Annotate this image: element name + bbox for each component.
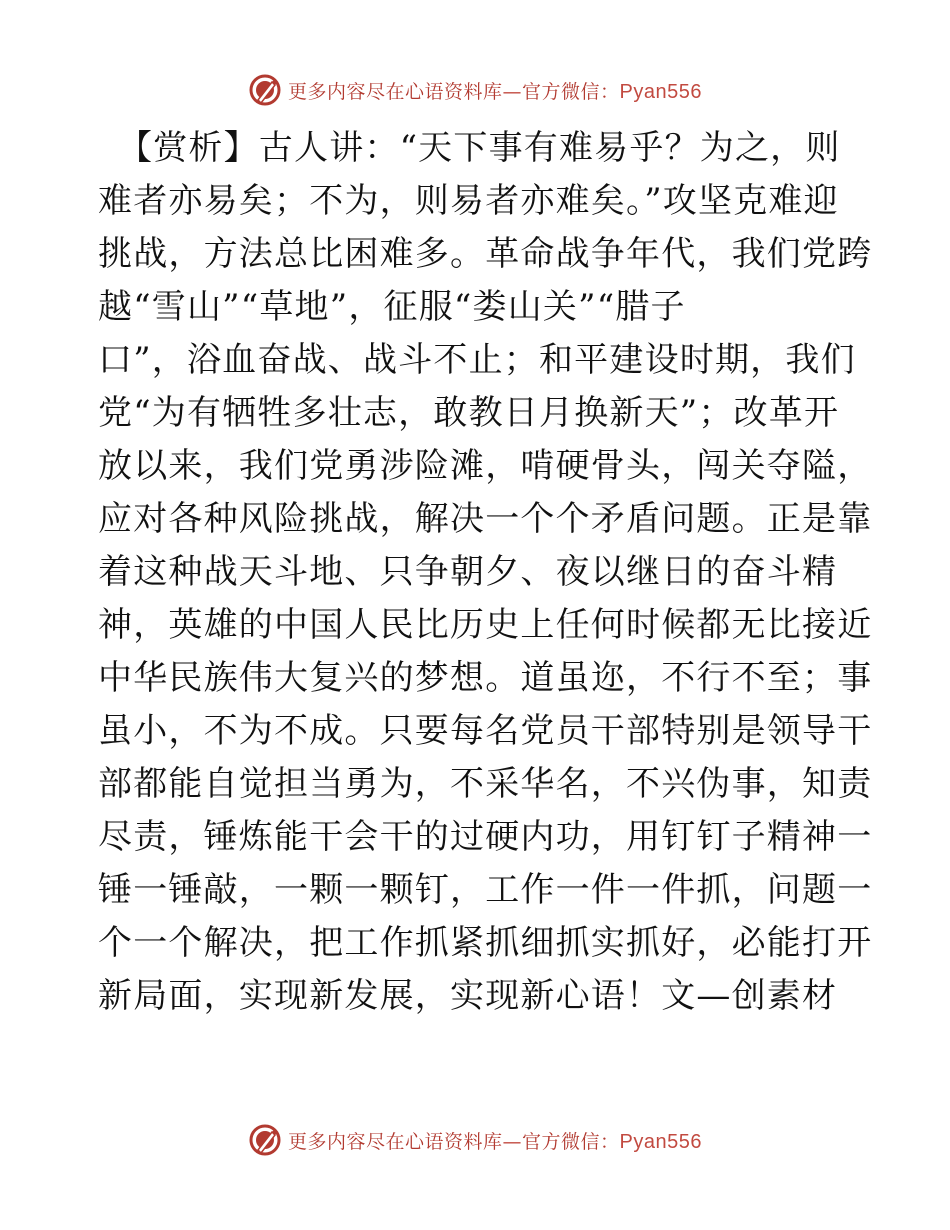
- paragraph-line: 【赏析】古人讲：“天下事有难易乎？为之，则: [118, 128, 841, 168]
- watermark-title: 更多内容尽在心语资料库: [288, 80, 503, 103]
- paragraph-line: 越“雪山”“草地”，征服“娄山关”“腊子: [98, 287, 686, 327]
- paragraph-line: 口”，浴血奋战、战斗不止；和平建设时期，我们: [98, 340, 856, 380]
- watermark-text: [288, 77, 702, 104]
- paragraph-line: 神，英雄的中国人民比历史上任何时候都无比接近: [98, 605, 873, 645]
- paragraph-line: 个一个解决，把工作抓紧抓细抓实抓好，必能打开: [98, 923, 873, 963]
- paragraph-line: 党“为有牺牲多壮志，敢教日月换新天”；改革开: [98, 393, 840, 433]
- paragraph-line: 新局面，实现新发展，实现新心语！文—创素材: [98, 976, 838, 1016]
- watermark-separator: —: [502, 1130, 523, 1153]
- watermark-separator: —: [502, 80, 523, 103]
- watermark-handle: Pyan556: [619, 1130, 702, 1153]
- watermark-text: [288, 1127, 702, 1154]
- watermark-title: 更多内容尽在心语资料库: [288, 1130, 503, 1153]
- watermark-contact: 官方微信：: [522, 80, 620, 103]
- paragraph-line: 着这种战天斗地、只争朝夕、夜以继日的奋斗精: [98, 552, 838, 592]
- pen-seal-icon: [248, 1123, 282, 1157]
- paragraph-line: 锤一锤敲，一颗一颗钉，工作一件一件抓，问题一: [98, 870, 873, 910]
- paragraph-line: 挑战，方法总比困难多。革命战争年代，我们党跨: [98, 234, 873, 274]
- paragraph-line: 虽小，不为不成。只要每名党员干部特别是领导干: [98, 711, 873, 751]
- article-body: [98, 122, 873, 1023]
- watermark-contact: 官方微信：: [522, 1130, 620, 1153]
- paragraph-line: 放以来，我们党勇涉险滩，啃硬骨头，闯关夺隘，: [98, 446, 873, 486]
- paragraph-line: 部都能自觉担当勇为，不采华名，不兴伪事，知责: [98, 764, 873, 804]
- paragraph-line: 应对各种风险挑战，解决一个个矛盾问题。正是靠: [98, 499, 873, 539]
- paragraph-line: 难者亦易矣；不为，则易者亦难矣。”攻坚克难迎: [98, 181, 839, 221]
- footer-watermark: [0, 1120, 950, 1160]
- paragraph-line: 中华民族伟大复兴的梦想。道虽迩，不行不至；事: [98, 658, 873, 698]
- header-watermark: [0, 70, 950, 110]
- pen-seal-icon: [248, 73, 282, 107]
- watermark-handle: Pyan556: [619, 80, 702, 103]
- paragraph-line: 尽责，锤炼能干会干的过硬内功，用钉钉子精神一: [98, 817, 873, 857]
